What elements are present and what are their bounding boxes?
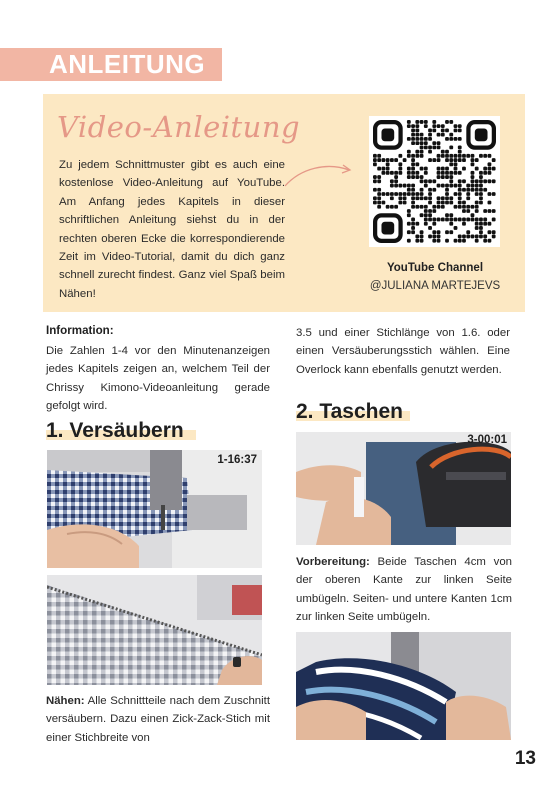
page-number: 13 bbox=[514, 748, 536, 769]
vorbereitung-label: Vorbereitung: bbox=[296, 556, 370, 568]
vorbereitung-text: Beide Taschen 4cm von der oberen Kante zur linken Seite umbügeln. Seiten- und untere Kanten 1cm zur linken Seite umbügeln. bbox=[296, 556, 512, 624]
vorbereitung-paragraph bbox=[296, 553, 512, 627]
information-heading: Information: bbox=[46, 324, 114, 337]
section-heading-taschen: 2. Taschen bbox=[296, 400, 403, 423]
video-box-text: Zu jedem Schnittmuster gibt es auch eine kostenlose Video-Anleitung auf YouTube. Am Anfang jedes Kapitels in dieser schriftlichen Anleitung siehst du in der rechten oberen Ecke die korrespondierende Zeit im Video-Tutorial, damit du dich ganz schnell zurecht findest. Ganz viel Spaß beim Nähen! bbox=[59, 159, 285, 300]
naehen-text: Alle Schnittteile nach dem Zuschnitt versäubern. Dazu einen Zick-Zack-Stich mit einer Stichbreite von bbox=[46, 695, 270, 744]
photo-serged-edge bbox=[47, 575, 262, 685]
youtube-channel-handle: @JULIANA MARTEJEVS bbox=[369, 280, 501, 292]
video-timestamp: 3-00:01 bbox=[467, 434, 507, 446]
youtube-qr-code[interactable] bbox=[369, 116, 500, 247]
youtube-channel-label: YouTube Channel bbox=[386, 262, 484, 274]
photo-ironing-pocket bbox=[296, 432, 511, 545]
photo-serging-gingham bbox=[47, 450, 262, 568]
section-heading-versaeubern: 1. Versäubern bbox=[46, 419, 184, 442]
video-timestamp: 1-16:37 bbox=[217, 454, 257, 466]
page-title: ANLEITUNG bbox=[49, 49, 206, 79]
naehen-label: Nähen: bbox=[46, 695, 85, 707]
information-text: Die Zahlen 1-4 vor den Minutenanzeigen jedes Kapitels zeigen an, welchem Teil der Chrissy Kimono-Videoanleitung gerade gefolgt wird. bbox=[46, 345, 270, 413]
continuation-text: 3.5 und einer Stichlänge von 1.6. oder einen Versäuberungsstich wählen. Eine Overlock kann ebenfalls genutzt werden. bbox=[296, 327, 510, 376]
curved-arrow-icon bbox=[283, 160, 355, 195]
video-box-title: Video-Anleitung bbox=[57, 110, 301, 144]
naehen-paragraph bbox=[46, 692, 270, 747]
photo-sewing-pocket bbox=[296, 632, 511, 740]
